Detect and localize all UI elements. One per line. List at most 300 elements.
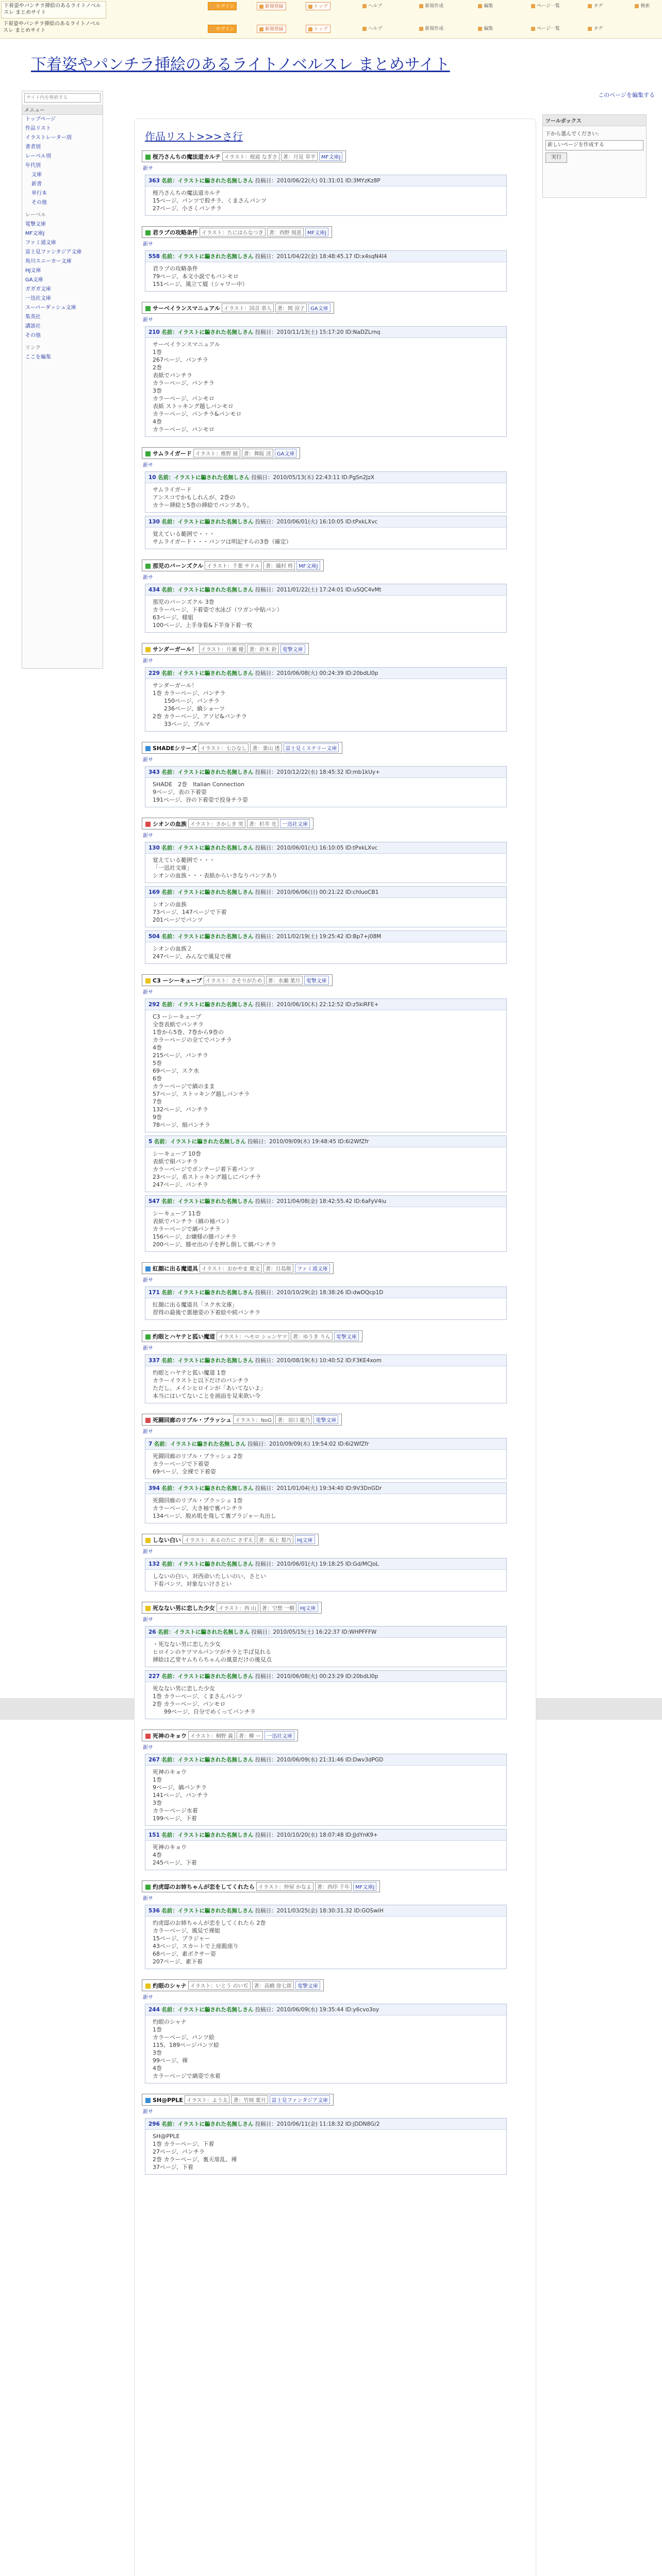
sidebar-label-item[interactable]: ガガガ文庫 <box>25 286 51 292</box>
toolbar-icon <box>588 4 592 8</box>
post-number[interactable]: 296 <box>148 2121 160 2127</box>
post-item <box>145 766 507 807</box>
work-tag[interactable]: 電撃文庫 <box>313 1415 338 1424</box>
work-subnav-link[interactable]: 新サ <box>143 1278 153 1283</box>
post-author: 名前：イラストに騙された名無しさん <box>161 178 254 184</box>
sidebar-label-item[interactable]: 富士見ファンタジア文庫 <box>25 249 82 255</box>
work-tag[interactable]: イラスト：いとう のいぢ <box>188 1981 251 1990</box>
post-item <box>145 667 507 732</box>
post-number[interactable]: 227 <box>148 1673 160 1680</box>
work-subnav-link[interactable]: 新サ <box>143 990 153 995</box>
work-header <box>142 818 313 829</box>
work-tag[interactable]: 富士見ミステリー文庫 <box>284 743 339 752</box>
sidebar-label-item[interactable]: 一迅社文庫 <box>25 296 51 301</box>
post-body: 桜乃さんちの魔法道カルテ 15ページ、パンツで股チラ、くまさんパンツ 27ページ、小さくパンチラ <box>153 190 267 212</box>
work-tag[interactable]: 著：ゆうき りん <box>291 1332 333 1341</box>
work-tag[interactable]: 著：鈴木 鈴 <box>247 645 278 653</box>
work-header <box>142 2094 334 2106</box>
work-tag[interactable]: 電撃文庫 <box>295 1981 320 1990</box>
post-item <box>145 1354 507 1403</box>
work-title[interactable]: 桜乃さんちの魔法道カルテ <box>153 154 221 160</box>
work-tag[interactable]: イラスト：仲屋 かなよ <box>256 1882 313 1891</box>
work-subnav-link[interactable]: 新サ <box>143 2109 153 2115</box>
post-date: 投稿日：2010/06/10(木) 22:12:52 ID:z5kiRFE+ <box>255 1002 379 1008</box>
post-item <box>145 930 507 964</box>
post-author: 名前：イラストに騙された名無しさん <box>157 474 250 481</box>
post-author: 名前：イラストに騙された名無しさん <box>161 2007 254 2013</box>
work-title[interactable]: しない白い <box>153 1537 181 1544</box>
post-meta <box>145 2119 506 2130</box>
post-author: 名前：イラストに騙された名無しさん <box>161 769 254 775</box>
toolbar-button[interactable] <box>257 2 286 10</box>
work-tag[interactable]: GA文庫 <box>308 303 330 312</box>
work-entry <box>142 818 528 964</box>
site-search-input[interactable]: サイト内を検索する <box>24 93 101 103</box>
toolbar-button-label: ページ一覧 <box>537 26 560 31</box>
work-tag[interactable]: イラスト：NoG <box>233 1415 274 1424</box>
work-subnav-link[interactable]: 新サ <box>143 317 153 323</box>
work-tag[interactable]: 富士見ファンタジア文庫 <box>270 2095 330 2104</box>
work-tag[interactable]: イラスト：国音 恭人 <box>222 303 274 312</box>
post-number[interactable]: 547 <box>148 1198 160 1205</box>
post-author: 名前：イラストに騙された名無しさん <box>154 1441 246 1447</box>
post-body: 君ラブの攻略条件 79ページ、本文小説でもパンモロ 151ページ、風立て縦（シャワー中） <box>153 265 248 287</box>
post-meta <box>145 1558 506 1570</box>
post-meta <box>145 931 506 942</box>
toolbar-button-label: 検索 <box>640 4 650 9</box>
post-date: 投稿日：2010/05/13(木) 22:43:11 ID:PgSn2JzX <box>251 474 375 481</box>
work-title[interactable]: 紅顔に出る魔道具 <box>153 1265 198 1272</box>
post-number[interactable]: 7 <box>148 1441 153 1447</box>
post-item <box>145 1286 507 1320</box>
post-number[interactable]: 434 <box>148 587 160 593</box>
category-icon <box>145 1734 151 1739</box>
post-author: 名前：イラストに騙された名無しさん <box>161 1485 254 1492</box>
work-tag[interactable]: 著：西印 千年 <box>315 1882 352 1891</box>
toolbar-icon <box>478 4 482 8</box>
sidebar-menu-item[interactable]: レーベル別 <box>25 154 51 159</box>
post-author: 名前：イラストに騙された名無しさん <box>161 1358 254 1364</box>
work-tag[interactable]: 電撃文庫 <box>334 1332 359 1341</box>
post-meta <box>145 1287 506 1298</box>
work-tag[interactable]: イラスト：あるのたに さずえ <box>183 1535 255 1544</box>
category-icon <box>145 230 151 235</box>
link-section-heading: リンク <box>25 345 41 351</box>
post-body: 覚えている範囲で・・・ サムライガード・・・パンツは明記すらの3巻（確定） <box>153 531 292 545</box>
post-body: C3 ーシーキューブ 全巻表紙でパンチラ 1巻から5巻、7巻から9巻の カラーページの全てでパンチラ 4巻 215ページ、パンチラ 5巻 69ページ、スク水 6巻 カラーページで縞のまま 57ページ、ストッキング越しパンチラ 7巻 132ページ、パンチラ 9巻 78ページ、絹パンチラ <box>153 1013 250 1128</box>
work-tag[interactable]: MF文庫J <box>353 1882 376 1891</box>
post-author: 名前：イラストに騙された名無しさん <box>161 587 254 593</box>
sidebar-label-item[interactable]: 電撃文庫 <box>25 222 46 227</box>
toolbar-button[interactable] <box>476 25 495 33</box>
toolbar-button-label: ログイン <box>216 4 235 9</box>
work-entry <box>142 226 528 292</box>
work-tag[interactable]: 著：羽口 龍乃 <box>275 1415 312 1424</box>
toolbar-button[interactable] <box>306 25 330 33</box>
post-number[interactable]: 10 <box>148 474 156 481</box>
work-entry <box>142 302 528 437</box>
toolbar-button[interactable] <box>476 2 495 10</box>
work-tag[interactable]: ファミ通文庫 <box>295 1264 330 1273</box>
post-body: ・死なない男に恋した少女 ヒロインのケツマルパンツがチラと半ば見れる 挿絵は乙堂ヤムちらちゃんの風景だけの後見点 <box>153 1641 272 1663</box>
work-entry <box>142 560 528 633</box>
work-subnav-link[interactable]: 新サ <box>143 1745 153 1751</box>
post-date: 投稿日：2010/09/09(木) 19:54:02 ID:6i2WfZfr <box>247 1441 369 1447</box>
sidebar-menu-item[interactable]: 年代別 <box>25 163 41 168</box>
work-tag[interactable]: イラスト：片瀬 優 <box>199 645 246 653</box>
post-date: 投稿日：2010/10/20(水) 18:07:48 ID:JJdYnK9+ <box>255 1832 378 1838</box>
post-item <box>145 326 507 437</box>
work-tag[interactable]: 著：舞阪 洸 <box>242 449 273 457</box>
top-toolbar <box>0 0 662 39</box>
work-tag[interactable]: 著：杉井 光 <box>247 819 278 828</box>
work-entry <box>142 974 528 1252</box>
post-number[interactable]: 26 <box>148 1629 156 1635</box>
post-item <box>145 1482 507 1523</box>
post-item <box>145 1195 507 1252</box>
toolbar-button[interactable] <box>360 2 384 10</box>
work-title[interactable]: サンダーガール！ <box>153 646 197 653</box>
toolbar-button-label: ヘルプ <box>368 26 383 31</box>
post-body: 死闘回廊のリブル・ブラッシュ 1巻 カラーページ、大き袖で裏パンチラ 134ページ、脱め肌を飛して裏ブラジャー丸出し <box>153 1497 276 1519</box>
work-title[interactable]: 死闘回廊のリブル・ブラッシュ <box>153 1417 232 1423</box>
post-date: 投稿日：2010/12/22(水) 18:45:32 ID:mb1kUy+ <box>255 769 380 775</box>
toolbar-button-label: 新規登録 <box>264 4 284 9</box>
work-tag[interactable]: 電撃文庫 <box>304 976 329 985</box>
work-header <box>142 742 342 754</box>
post-number[interactable]: 210 <box>148 329 160 335</box>
work-header <box>142 1330 362 1342</box>
work-tag[interactable]: 著：日島敬 <box>263 1264 293 1273</box>
toolbar-button[interactable] <box>529 25 562 33</box>
post-number[interactable]: 229 <box>148 670 160 676</box>
work-entry <box>142 2094 528 2175</box>
sidebar-menu-item[interactable]: トップページ <box>25 116 56 122</box>
post-author: 名前：イラストに騙された名無しさん <box>161 1561 254 1567</box>
post-item <box>145 842 507 883</box>
work-tag[interactable]: 著：月見 草平 <box>281 152 318 161</box>
sidebar-label-item[interactable]: ファミ通文庫 <box>25 240 56 246</box>
post-number[interactable]: 5 <box>148 1139 153 1145</box>
work-header <box>142 226 332 238</box>
post-date: 投稿日：2010/06/22(火) 01:31:01 ID:3MYzKz8P <box>255 178 380 184</box>
work-tag[interactable]: 著：織村 柊 <box>263 561 295 570</box>
post-number[interactable]: 244 <box>148 2007 160 2013</box>
post-meta <box>145 516 506 528</box>
post-body: 覚えている範囲で・・・ 「一迅社文庫」 シオンの血族・・・表紙からいきなりパンツあり <box>153 857 277 879</box>
post-body: シオンの血族 73ページ、147ページで下着 201ページでパンツ <box>153 901 227 923</box>
sidebar-label-item[interactable]: その他 <box>25 333 41 338</box>
post-date: 投稿日：2010/06/09(水) 21:31:46 ID:Dwv3dPGD <box>255 1757 384 1763</box>
work-tag[interactable]: HJ文庫 <box>298 1603 318 1612</box>
post-meta <box>145 1626 506 1638</box>
post-author: 名前：イラストに騙された名無しさん <box>161 519 254 525</box>
category-icon <box>145 822 151 827</box>
category-icon <box>145 564 151 569</box>
post-meta <box>145 668 506 679</box>
toolbox-select[interactable]: 新しいページを作成する <box>545 140 643 150</box>
work-subnav-link[interactable]: 新サ <box>143 658 153 664</box>
post-meta <box>145 887 506 898</box>
work-subnav-link[interactable]: 新サ <box>143 242 153 247</box>
toolbar-button-label: トップ <box>313 27 328 32</box>
toolbar-button[interactable] <box>529 2 562 10</box>
post-number[interactable]: 267 <box>148 1757 160 1763</box>
work-title[interactable]: サムライガード <box>153 450 192 457</box>
work-title[interactable]: 死なない男に恋した少女 <box>153 1605 215 1612</box>
work-tag[interactable]: イラスト：西 山 <box>217 1603 258 1612</box>
toolbar-button[interactable] <box>306 2 330 10</box>
post-date: 投稿日：2011/02/19(土) 19:25:42 ID:Bp7+j08M <box>255 934 382 940</box>
post-body: 紅顔に出る魔道具「スク水文庫」 習得の最後で悪徳姿の下着絵や続パンチラ <box>153 1301 260 1316</box>
sidebar-sub-item[interactable]: その他 <box>31 200 47 206</box>
work-entry <box>142 1534 528 1591</box>
sidebar-sub-item[interactable]: 新書 <box>31 181 42 187</box>
work-subnav-link[interactable]: 新サ <box>143 1617 153 1623</box>
work-entry <box>142 1880 528 1969</box>
sidebar-sub-item[interactable]: 単行本 <box>31 191 47 196</box>
post-author: 名前：イラストに騙された名無しさん <box>161 934 254 940</box>
toolbar-button-label: 新規作成 <box>425 26 444 31</box>
work-entry <box>142 1330 528 1403</box>
post-date: 投稿日：2010/10/29(金) 18:38:26 ID:dwDQcp1D <box>255 1290 384 1296</box>
post-author: 名前：イラストに騙された名無しさん <box>161 253 254 260</box>
main-content <box>134 118 536 2576</box>
post-body: シーキューブ 10巻 表紙で絹パンチラ カラーページでポンテージ着下着パンツ 23ページ、系ストッキング越しにパンチラ 247ページ、パンチラ <box>153 1150 261 1188</box>
sidebar-label-item[interactable]: MF文庫J <box>25 231 45 236</box>
post-number[interactable]: 337 <box>148 1358 160 1364</box>
post-date: 投稿日：2010/06/01(火) 16:10:05 ID:tPxkLXvc <box>255 845 378 851</box>
work-tag[interactable]: イラスト：桜庭 なぎさ <box>222 152 279 161</box>
work-title[interactable]: 死神のキョウ <box>153 1733 187 1739</box>
work-tag[interactable]: 著：葉山 透 <box>250 743 282 752</box>
post-number[interactable]: 130 <box>148 519 160 525</box>
post-number[interactable]: 169 <box>148 889 160 895</box>
work-subnav-link[interactable]: 新サ <box>143 757 153 763</box>
work-title[interactable]: シオンの血族 <box>153 821 187 827</box>
post-date: 投稿日：2010/06/08(火) 00:24:39 ID:20bdLl0p <box>255 670 378 676</box>
work-tag[interactable]: 一迅社文庫 <box>264 1731 294 1740</box>
work-title[interactable]: C3 ーシーキューブ <box>153 977 202 984</box>
work-subnav-link[interactable]: 新サ <box>143 1896 153 1902</box>
sidebar-sub-item[interactable]: 文庫 <box>31 172 42 178</box>
post-date: 投稿日：2010/06/01(火) 16:10:05 ID:tPxkLXvc <box>255 519 378 525</box>
work-subnav-link[interactable]: 新サ <box>143 1429 153 1435</box>
work-title[interactable]: 君ラブの攻略条件 <box>153 229 198 236</box>
category-icon <box>145 1538 151 1543</box>
window-title: 下着姿やパンチラ挿絵のあるライトノベルスレ まとめサイト <box>1 1 106 19</box>
work-tag[interactable]: イラスト：椎野 綾 <box>193 449 240 457</box>
work-subnav-link[interactable]: 新サ <box>143 463 153 468</box>
category-icon <box>145 1334 151 1340</box>
label-section-heading: レーベル <box>25 212 46 218</box>
toolbar-button-label: 新規登録 <box>264 27 284 32</box>
post-number[interactable]: 171 <box>148 1290 160 1296</box>
work-entry <box>142 1730 528 1870</box>
work-header <box>142 150 346 162</box>
toolbar-icon <box>210 27 214 31</box>
work-title[interactable]: 灼虎邸のお姉ちゃんが恋をしてくれたら <box>153 1884 255 1890</box>
sidebar-label-item[interactable]: HJ文庫 <box>25 268 41 274</box>
sidebar-link-item[interactable]: ここを編集 <box>25 354 51 360</box>
work-tag[interactable]: 著：西野 規恵 <box>267 228 304 236</box>
post-number[interactable]: 130 <box>148 845 160 851</box>
category-icon <box>145 306 151 311</box>
post-date: 投稿日：2011/04/08(金) 18:42:55.42 ID:6aFyV4iu <box>255 1198 387 1205</box>
toolbar-button-label: 編集 <box>484 26 493 31</box>
work-tag[interactable]: 著：竹岡 葉月 <box>231 2095 268 2104</box>
entry-list <box>142 150 528 2175</box>
toolbar-icon <box>419 4 423 8</box>
post-meta <box>145 584 506 596</box>
work-tag[interactable]: イラスト：よう太 <box>185 2095 230 2104</box>
category-icon <box>145 1606 151 1611</box>
post-item <box>145 1626 507 1667</box>
toolbar-button[interactable] <box>586 25 605 33</box>
post-number[interactable]: 151 <box>148 1832 160 1838</box>
work-subnav-link[interactable]: 新サ <box>143 1346 153 1351</box>
post-number[interactable]: 292 <box>148 1002 160 1008</box>
toolbar-icon <box>635 4 639 8</box>
toolbox-panel <box>542 114 647 198</box>
post-date: 投稿日：2010/09/09(木) 19:48:45 ID:6i2WfZfr <box>247 1139 369 1145</box>
work-header <box>142 302 334 314</box>
work-subnav-link[interactable]: 新サ <box>143 833 153 839</box>
work-tag[interactable]: イラスト：桐野 義 <box>188 1731 235 1740</box>
sidebar-menu-item[interactable]: 著者別 <box>25 144 41 150</box>
post-body: SHADE 2巻 Italian Connection 9ページ、表の下着姿 191ページ、谷の下着姿で投身チラ姿 <box>153 781 248 803</box>
work-title[interactable]: 灼眼とハヤテと狐い魔道 <box>153 1333 215 1340</box>
work-header <box>142 1262 334 1274</box>
work-tag[interactable]: HJ文庫 <box>295 1535 315 1544</box>
label-list <box>22 220 103 341</box>
work-title[interactable]: 那児のバーンズクル <box>153 563 204 569</box>
menu-heading: メニュー <box>22 105 103 115</box>
toolbar-icon <box>531 27 535 31</box>
work-tag[interactable]: イラスト：ヘモロ シュンヤマ <box>217 1332 289 1341</box>
work-tag[interactable]: イラスト：七ひなし <box>198 743 249 752</box>
work-title[interactable]: 灼眼のシャナ <box>153 1982 187 1989</box>
work-subnav-link[interactable]: 新サ <box>143 1549 153 1555</box>
toolbar-button-label: タグ <box>593 26 603 31</box>
work-subnav-link[interactable]: 新サ <box>143 575 153 581</box>
post-author: 名前：イラストに騙された名無しさん <box>157 1629 250 1635</box>
work-tag[interactable]: 著：空想 一樹 <box>260 1603 296 1612</box>
toolbar-icon <box>588 27 592 31</box>
work-tag[interactable]: イラスト：おかやま 慶文 <box>200 1264 262 1273</box>
work-tag[interactable]: MF文庫J <box>305 228 328 236</box>
toolbar-button[interactable] <box>633 2 652 10</box>
post-author: 名前：イラストに騙された名無しさん <box>161 2121 254 2127</box>
work-tag[interactable]: 著：坂上 梨乃 <box>257 1535 293 1544</box>
post-number[interactable]: 558 <box>148 253 160 260</box>
work-tag[interactable]: 著：高橋 弥七郎 <box>252 1981 294 1990</box>
work-subnav-link[interactable]: 新サ <box>143 166 153 172</box>
work-tag[interactable]: 著：関 涼子 <box>275 303 307 312</box>
category-icon <box>145 1266 151 1272</box>
toolbar-button-label: 編集 <box>484 4 493 9</box>
toolbar-button[interactable] <box>586 2 605 10</box>
page-title[interactable]: 下着姿やパンチラ挿絵のあるライトノベルスレ まとめサイト <box>31 56 450 74</box>
post-item <box>145 1558 507 1591</box>
section-heading[interactable]: 作品リスト>>>さ行 <box>145 130 243 143</box>
work-header <box>142 1979 324 1991</box>
post-number[interactable]: 132 <box>148 1561 160 1567</box>
work-header <box>142 1730 298 1741</box>
work-title[interactable]: SH@PPLE <box>153 2097 183 2104</box>
work-tag[interactable]: 電撃文庫 <box>280 645 305 653</box>
toolbar-button[interactable] <box>257 25 286 33</box>
work-title[interactable]: サーベイランスマニュアル <box>153 305 221 312</box>
post-body: シーキューブ 11巻 表紙でパンチラ（縞の袖パン） カラーページで縞パンチラ 156ページ、お嬢様の膝パンチラ 200ページ、膝せ出の子を押し倒して縞パンチラ <box>153 1210 276 1248</box>
work-tag[interactable]: イラスト：さそりがため <box>204 976 264 985</box>
work-tag[interactable]: GA文庫 <box>275 449 297 457</box>
post-item <box>145 584 507 633</box>
sidebar-menu-item[interactable]: 作品リスト <box>25 126 51 131</box>
sidebar-label-item[interactable]: 集英社 <box>25 314 41 320</box>
menu-list <box>22 115 103 208</box>
post-number[interactable]: 536 <box>148 1908 160 1914</box>
work-tag[interactable]: イラスト：千葉 サドル <box>205 561 262 570</box>
toolbox-run-button[interactable]: 実行 <box>545 152 567 163</box>
work-subnav-link[interactable]: 新サ <box>143 1995 153 2001</box>
toolbar-button-label: トップ <box>313 4 328 9</box>
sidebar-label-item[interactable]: GA文庫 <box>25 277 43 283</box>
post-number[interactable]: 343 <box>148 769 160 775</box>
post-meta <box>145 1136 506 1147</box>
work-header <box>142 1880 380 1892</box>
sidebar-label-item[interactable]: 講談社 <box>25 324 41 329</box>
work-tag[interactable]: 著：水瀬 葉月 <box>266 976 303 985</box>
category-icon <box>145 1885 151 1890</box>
toolbar-button[interactable] <box>417 2 445 10</box>
work-tag[interactable]: イラスト：たにはらなつき <box>200 228 266 236</box>
category-icon <box>145 451 151 456</box>
post-meta <box>145 175 506 187</box>
work-tag[interactable]: MF文庫J <box>296 561 320 570</box>
work-entry <box>142 1414 528 1523</box>
work-tag[interactable]: 一迅社文庫 <box>280 819 310 828</box>
post-meta <box>145 1829 506 1841</box>
toolbar-button[interactable] <box>208 2 237 10</box>
edit-page-link[interactable]: このページを編集する <box>598 92 655 98</box>
post-date: 投稿日：2010/06/01(火) 19:18:25 ID:Gd/MCJoL <box>255 1561 379 1567</box>
sidebar-label-item[interactable]: スーパーダッシュ文庫 <box>25 305 76 311</box>
work-tag[interactable]: イラスト：さかしき 男 <box>188 819 245 828</box>
work-tag[interactable]: MF文庫J <box>319 152 342 161</box>
post-body: サムライガード アンスコでかもしれんが、2巻の カラー挿絵と5巻の挿絵でパンツあり。 <box>153 486 253 509</box>
post-number[interactable]: 394 <box>148 1485 160 1492</box>
toolbar-button-label: ログイン <box>216 27 235 32</box>
sidebar-menu-item[interactable]: イラストレーター別 <box>25 135 72 141</box>
post-number[interactable]: 363 <box>148 178 160 184</box>
post-meta <box>145 1438 506 1450</box>
post-item <box>145 1670 507 1719</box>
post-author: 名前：イラストに騙された名無しさん <box>154 1139 246 1145</box>
post-date: 投稿日：2010/08/19(木) 10:40:52 ID:F3KE4xom <box>255 1358 382 1364</box>
sidebar-label-item[interactable]: 角川スニーカー文庫 <box>25 259 72 264</box>
work-entry <box>142 1602 528 1719</box>
category-icon <box>145 647 151 652</box>
toolbar-button[interactable] <box>208 25 237 33</box>
toolbar-button[interactable] <box>360 25 384 33</box>
work-title[interactable]: SHADEシリーズ <box>153 745 197 752</box>
work-tag[interactable]: 著：柳 ー <box>237 1731 263 1740</box>
toolbar-button[interactable] <box>417 25 445 33</box>
work-header <box>142 974 333 986</box>
post-number[interactable]: 504 <box>148 934 160 940</box>
post-body: サーベイランスマニュアル 1巻 267ページ、パンチラ 2巻 表紙でパンチラ カラーページ、パンチラ 3巻 カラーページ、パンモロ 表紙 ストッキング越しパンモロ カラーページ、パンチラ&パンモロ 4巻 カラーページ、パンモロ <box>153 341 242 433</box>
